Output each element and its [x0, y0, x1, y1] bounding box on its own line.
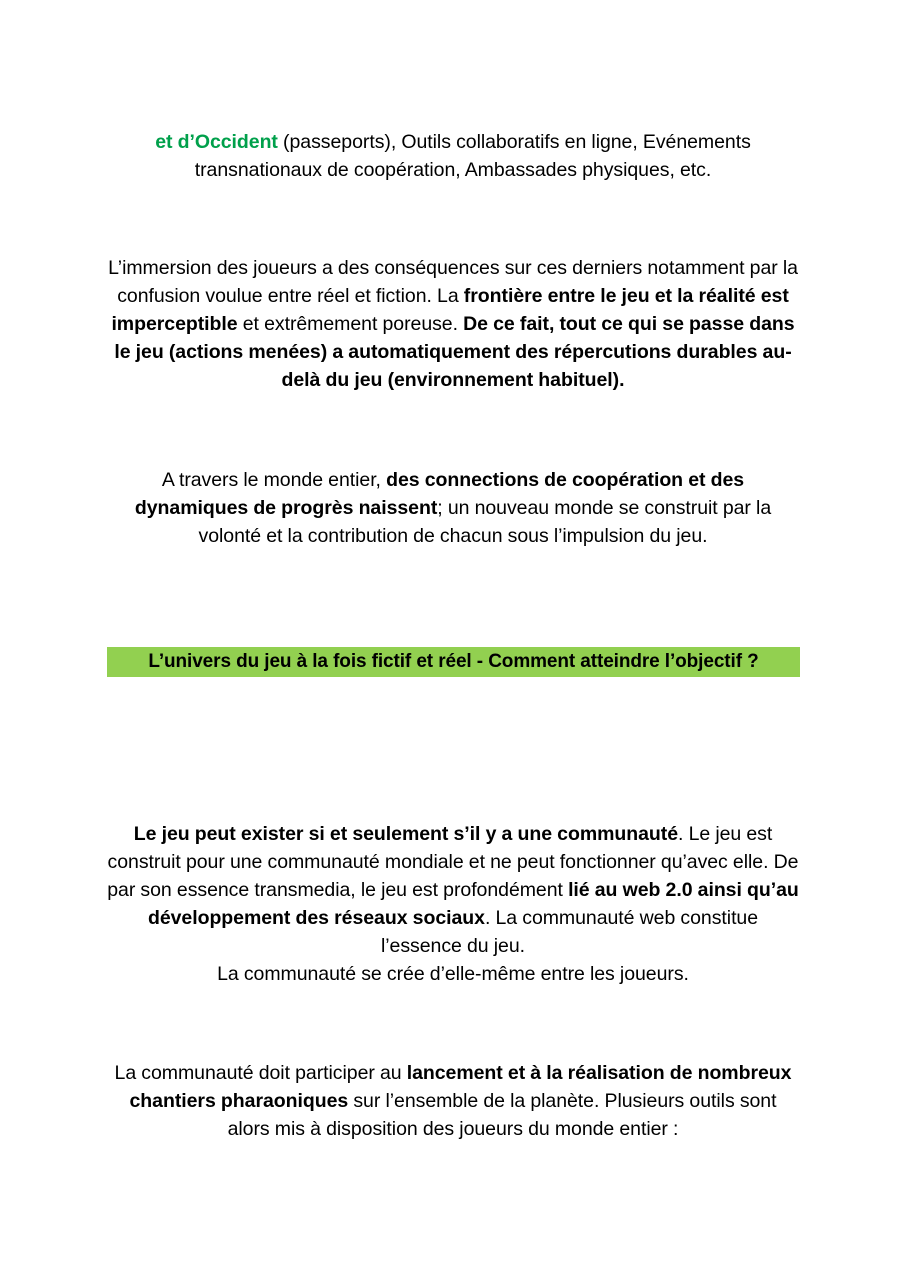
immersion-segment-4-bold: De ce fait, tout ce qui se passe dans le jeu (actions menées) a automatiquement des répercutions durables au-delà du jeu (environnement habituel). [114, 312, 795, 391]
paragraph-immersion [107, 234, 799, 413]
communaute-segment-1-bold: Le jeu peut exister si et seulement s’il y a une communauté [133, 822, 679, 845]
paragraph-intro [107, 108, 799, 203]
section-heading-title: L’univers du jeu à la fois fictif et réel - Comment atteindre l’objectif ? [148, 651, 759, 672]
communaute-segment-5: La communauté se crée d’elle-même entre les joueurs. [217, 962, 689, 985]
monde-segment-2-bold: des connections de coopération et des dynamiques de progrès naissent [134, 468, 745, 519]
immersion-segment-3: et extrêmement poreuse. [237, 312, 464, 335]
communaute-segment-4: . La communauté web constitue l’essence du jeu. [380, 906, 759, 957]
participer-segment-2-bold: lancement et à la réalisation de nombreux chantiers pharaoniques [129, 1061, 792, 1112]
intro-rest-text: (passeports), Outils collaboratifs en ligne, Evénements transnationaux de coopération, Ambassades physiques, etc. [194, 130, 751, 181]
paragraph-monde [107, 446, 799, 569]
immersion-segment-1: L’immersion des joueurs a des conséquences sur ces derniers notamment par la confusion voulue entre réel et fiction. La [108, 256, 798, 307]
paragraph-immersion-text [107, 254, 799, 394]
paragraph-communaute [107, 800, 799, 1007]
monde-segment-3: ; un nouveau monde se construit par la volonté et la contribution de chacun sous l’impulsion du jeu. [198, 496, 772, 547]
paragraph-participer-text [107, 1059, 799, 1143]
participer-segment-1: La communauté doit participer au [114, 1061, 407, 1084]
section-heading-banner [107, 647, 800, 677]
paragraph-intro-text [107, 128, 799, 184]
participer-segment-3: sur l’ensemble de la planète. Plusieurs outils sont alors mis à disposition des joueurs du monde entier : [227, 1089, 777, 1140]
paragraph-participer [107, 1039, 799, 1162]
communaute-segment-2: . Le jeu est construit pour une communauté mondiale et ne peut fonctionner qu’avec elle. De par son essence transmedia, le jeu est profondément [107, 822, 799, 901]
immersion-segment-2-bold: frontière entre le jeu et la réalité est imperceptible [111, 284, 789, 335]
monde-segment-1: A travers le monde entier, [161, 468, 387, 491]
paragraph-monde-text [107, 466, 799, 550]
intro-green-phrase: et d’Occident [155, 130, 278, 153]
paragraph-communaute-text [107, 820, 799, 988]
communaute-segment-3-bold: lié au web 2.0 ainsi qu’au développement des réseaux sociaux [147, 878, 799, 929]
